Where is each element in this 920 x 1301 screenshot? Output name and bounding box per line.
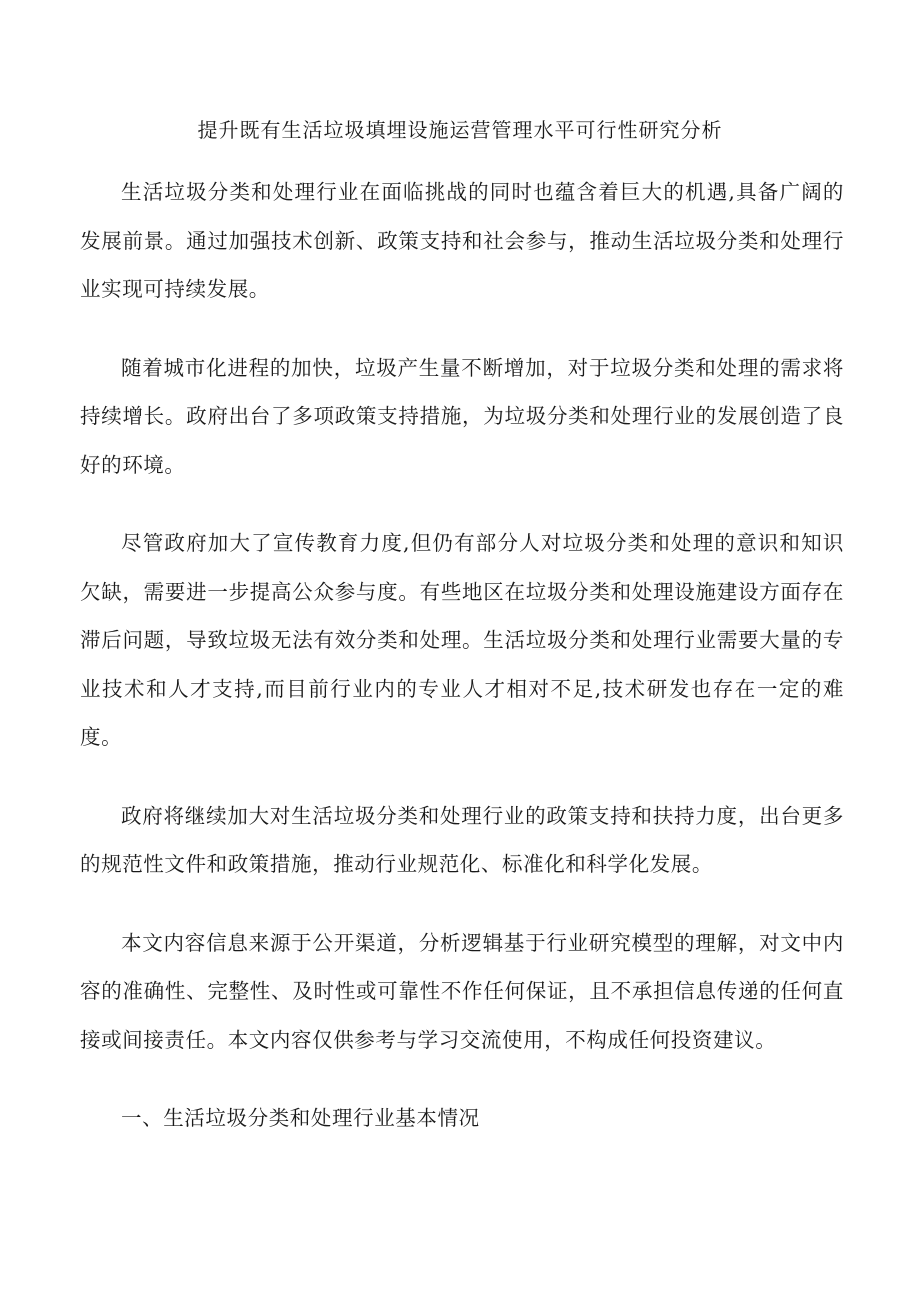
document-title: 提升既有生活垃圾填埋设施运营管理水平可行性研究分析 [197, 118, 723, 142]
paragraph-disclaimer: 本文内容信息来源于公开渠道，分析逻辑基于行业研究模型的理解，对文中内容的准确性、完整性、及时性或可靠性不作任何保证，且不承担信息传递的任何直接或间接责任。本文内容仅供参考与学习交流使用，不构成任何投资建议。 [80, 930, 844, 1052]
document-body [80, 168, 844, 1143]
section-heading: 一、生活垃圾分类和处理行业基本情况 [121, 1106, 480, 1130]
paragraph-challenges: 尽管政府加大了宣传教育力度,但仍有部分人对垃圾分类和处理的意识和知识欠缺，需要进一步提高公众参与度。有些地区在垃圾分类和处理设施建设方面存在滞后问题，导致垃圾无法有效分类和处理。生活垃圾分类和处理行业需要大量的专业技术和人才支持,而目前行业内的专业人才相对不足,技术研发也存在一定的难度。 [80, 531, 844, 749]
paragraph-policy-support: 政府将继续加大对生活垃圾分类和处理行业的政策支持和扶持力度，出台更多的规范性文件和政策措施，推动行业规范化、标准化和科学化发展。 [80, 803, 844, 876]
paragraph-demand-growth: 随着城市化进程的加快，垃圾产生量不断增加，对于垃圾分类和处理的需求将持续增长。政府出台了多项政策支持措施，为垃圾分类和处理行业的发展创造了良好的环境。 [80, 355, 844, 477]
paragraph-opportunities: 生活垃圾分类和处理行业在面临挑战的同时也蕴含着巨大的机遇,具备广阔的发展前景。通过加强技术创新、政策支持和社会参与，推动生活垃圾分类和处理行业实现可持续发展。 [80, 180, 844, 301]
